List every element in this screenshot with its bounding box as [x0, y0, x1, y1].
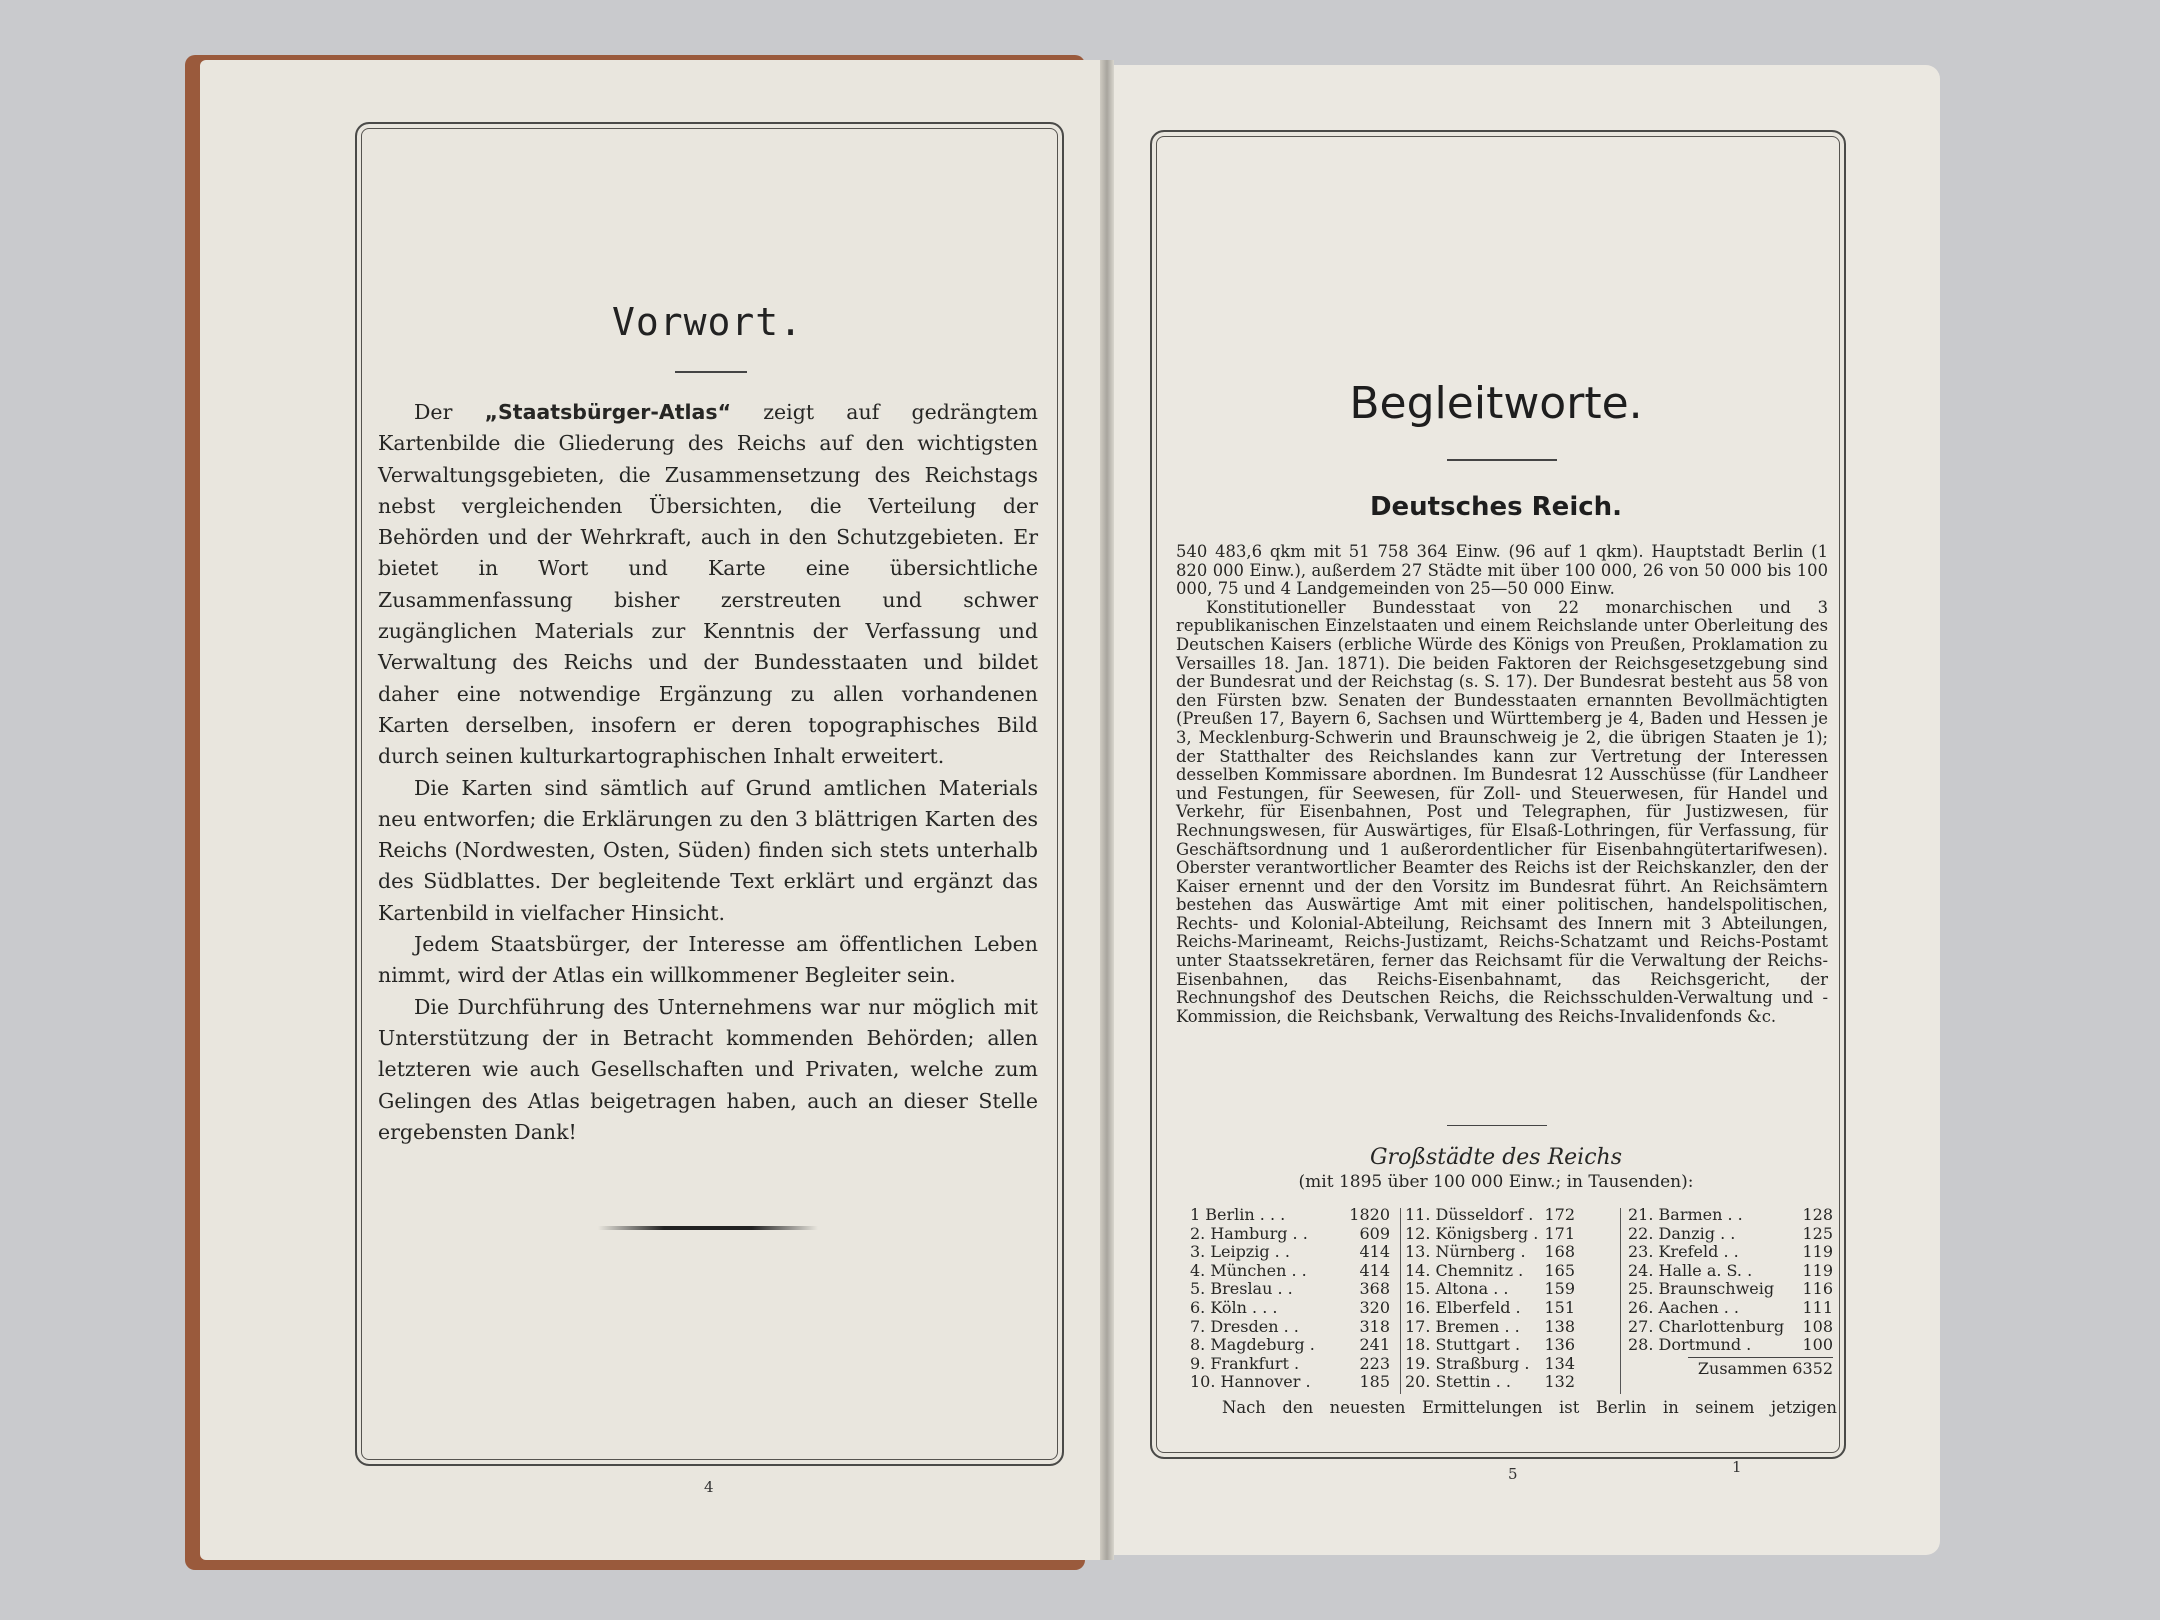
city-row — [1628, 1225, 1833, 1244]
cities-total: Zusammen 6352 — [1688, 1357, 1833, 1378]
cities-title: Großstädte des Reichs — [1369, 1145, 1622, 1170]
city-row — [1628, 1262, 1833, 1281]
city-row — [1190, 1373, 1390, 1392]
city-name: 15. Altona . . — [1405, 1279, 1509, 1299]
city-name: 9. Frankfurt . — [1190, 1353, 1300, 1373]
city-name: 1 Berlin . . . — [1190, 1205, 1286, 1224]
city-row — [1405, 1262, 1575, 1281]
city-name: 2. Hamburg . . — [1190, 1223, 1308, 1243]
city-name: 10. Hannover . — [1190, 1372, 1311, 1392]
city-population: 116 — [1802, 1279, 1833, 1299]
vorwort-title: Vorwort. — [611, 300, 804, 344]
cities-column-3 — [1628, 1206, 1833, 1355]
city-row — [1190, 1355, 1390, 1374]
book-spine — [1100, 60, 1114, 1560]
city-row — [1628, 1336, 1833, 1355]
title-divider — [675, 371, 747, 373]
end-ornament-rule — [598, 1226, 818, 1230]
city-population: 1820 — [1349, 1205, 1390, 1224]
city-name: 22. Danzig . . — [1628, 1223, 1736, 1243]
cities-column-2 — [1405, 1206, 1575, 1392]
paragraph-text: zeigt auf gedrängtem Kartenbilde die Gliederung des Reichs auf den wichtigsten Verwaltungsgebieten, die Zusammensetzung des Reichstags nebst vergleichenden Übersichten, die Verteilung der Behörden und der Wehrkraft, auch in den Schutzgebieten. Er bietet in Wort und Karte eine übersichtliche Zusammenfassung bisher zerstreuten und schwer zugänglichen Materials zur Kenntnis der Verfassung und Verwaltung des Reichs und der Bundesstaaten und bildet daher eine notwendige Ergänzung zu allen vorhandenen Karten derselben, insofern er deren topographisches Bild durch seinen kulturkartographischen Inhalt erweitert. — [378, 400, 1038, 769]
city-population: 132 — [1544, 1372, 1575, 1392]
title-divider-right — [1447, 459, 1557, 461]
city-row — [1628, 1299, 1833, 1318]
city-population: 185 — [1359, 1372, 1390, 1392]
city-population: 108 — [1802, 1316, 1833, 1336]
city-name: 5. Breslau . . — [1190, 1279, 1293, 1299]
city-population: 320 — [1359, 1297, 1390, 1317]
signature-mark: 1 — [1732, 1458, 1742, 1476]
city-population: 136 — [1544, 1335, 1575, 1355]
page-number-left: 4 — [704, 1478, 714, 1496]
city-row — [1628, 1206, 1833, 1225]
city-population: 318 — [1359, 1316, 1390, 1336]
vorwort-text — [378, 397, 1038, 1148]
city-name: 11. Düsseldorf . — [1405, 1205, 1534, 1224]
city-population: 241 — [1359, 1335, 1390, 1355]
column-separator — [1620, 1208, 1621, 1394]
city-population: 111 — [1802, 1297, 1833, 1317]
city-row — [1405, 1280, 1575, 1299]
city-row — [1190, 1318, 1390, 1337]
intro-paragraph: 540 483,6 qkm mit 51 758 364 Einw. (96 auf 1 qkm). Hauptstadt Berlin (1 820 000 Einw.), außerdem 27 Städte mit über 100 000, 26 von 50 000 bis 100 000, 75 und 4 Landgemeinden von 25—50 000 Einw. — [1176, 542, 1828, 599]
city-row — [1190, 1262, 1390, 1281]
city-row — [1405, 1355, 1575, 1374]
city-name: 4. München . . — [1190, 1260, 1307, 1280]
city-population: 119 — [1802, 1242, 1833, 1262]
city-population: 100 — [1802, 1335, 1833, 1355]
city-name: 13. Nürnberg . — [1405, 1242, 1526, 1262]
begleitworte-text — [1176, 543, 1828, 1026]
city-name: 14. Chemnitz . — [1405, 1260, 1524, 1280]
city-row — [1405, 1299, 1575, 1318]
city-population: 414 — [1359, 1242, 1390, 1262]
city-population: 151 — [1544, 1297, 1575, 1317]
city-population: 368 — [1359, 1279, 1390, 1299]
city-row — [1190, 1243, 1390, 1262]
city-population: 138 — [1544, 1316, 1575, 1336]
city-row — [1628, 1280, 1833, 1299]
city-population: 414 — [1359, 1260, 1390, 1280]
city-row — [1405, 1225, 1575, 1244]
city-name: 3. Leipzig . . — [1190, 1242, 1290, 1262]
city-population: 168 — [1544, 1242, 1575, 1262]
vorwort-paragraph-3: Jedem Staatsbürger, der Interesse am öffentlichen Leben nimmt, wird der Atlas ein willkommener Begleiter sein. — [378, 932, 1038, 988]
section-heading: Deutsches Reich. — [1369, 492, 1623, 522]
city-population: 165 — [1544, 1260, 1575, 1280]
city-name: 6. Köln . . . — [1190, 1297, 1278, 1317]
cities-column-1 — [1190, 1206, 1390, 1392]
vorwort-paragraph-4: Die Durchführung des Unternehmens war nur möglich mit Unterstützung der in Betracht kommenden Behörden; allen letzteren wie auch Gesellschaften und Privaten, welche zum Gelingen des Atlas beigetragen haben, auch an dieser Stelle ergebensten Dank! — [378, 994, 1038, 1144]
city-name: 19. Straßburg . — [1405, 1353, 1530, 1373]
city-population: 223 — [1359, 1353, 1390, 1373]
cities-divider — [1447, 1125, 1547, 1126]
cities-subtitle: (mit 1895 über 100 000 Einw.; in Tausenden): — [1298, 1172, 1694, 1192]
city-row — [1405, 1318, 1575, 1337]
begleitworte-title: Begleitworte. — [1349, 378, 1643, 429]
paragraph-lead: Der — [414, 400, 485, 424]
city-name: 26. Aachen . . — [1628, 1297, 1740, 1317]
city-name: 20. Stettin . . — [1405, 1372, 1512, 1392]
continuation-line: Nach den neuesten Ermittelungen ist Berlin in seinem jetzigen — [1222, 1398, 1837, 1417]
city-name: 12. Königsberg . — [1405, 1223, 1539, 1243]
page-number-right: 5 — [1508, 1465, 1518, 1483]
city-population: 125 — [1802, 1223, 1833, 1243]
city-row — [1190, 1225, 1390, 1244]
city-population: 128 — [1802, 1205, 1833, 1224]
city-name: 25. Braunschweig — [1628, 1279, 1775, 1299]
city-row — [1190, 1299, 1390, 1318]
city-row — [1628, 1318, 1833, 1337]
vorwort-paragraph-2: Die Karten sind sämtlich auf Grund amtlichen Materials neu entworfen; die Erklärungen zu den 3 blättrigen Karten des Reichs (Nordwesten, Osten, Süden) finden sich stets unterhalb des Südblattes. Der begleitende Text erklärt und ergänzt das Kartenbild in vielfacher Hinsicht. — [378, 775, 1038, 925]
city-row — [1190, 1280, 1390, 1299]
city-name: 24. Halle a. S. . — [1628, 1260, 1753, 1280]
city-row — [1628, 1243, 1833, 1262]
city-name: 18. Stuttgart . — [1405, 1335, 1521, 1355]
city-name: 8. Magdeburg . — [1190, 1335, 1315, 1355]
city-population: 159 — [1544, 1279, 1575, 1299]
city-row — [1190, 1206, 1390, 1225]
city-name: 17. Bremen . . — [1405, 1316, 1520, 1336]
atlas-name: „Staatsbürger-Atlas“ — [484, 400, 732, 424]
city-population: 171 — [1544, 1223, 1575, 1243]
city-population: 134 — [1544, 1353, 1575, 1373]
vorwort-paragraph-1 — [378, 397, 1038, 773]
city-name: 16. Elberfeld . — [1405, 1297, 1521, 1317]
city-row — [1405, 1373, 1575, 1392]
city-row — [1190, 1336, 1390, 1355]
city-population: 119 — [1802, 1260, 1833, 1280]
city-name: 23. Krefeld . . — [1628, 1242, 1739, 1262]
city-row — [1405, 1243, 1575, 1262]
body-paragraph: Konstitutioneller Bundesstaat von 22 monarchischen und 3 republikanischen Einzelstaaten und einem Reichslande unter Oberleitung des Deutschen Kaisers (erbliche Würde des Königs von Preußen, Proklamation zu Versailles 18. Jan. 1871). Die beiden Faktoren der Reichsgesetzgebung sind der Bundesrat und der Reichstag (s. S. 17). Der Bundesrat besteht aus 58 von den Fürsten bzw. Senaten der Bundesstaaten ernannten Bevollmächtigten (Preußen 17, Bayern 6, Sachsen und Württemberg je 4, Baden und Hessen je 3, Mecklenburg-Schwerin und Braunschweig je 2, die übrigen Staaten je 1); der Statthalter des Reichslandes kann zur Vertretung der Interessen desselben Kommissare abordnen. Im Bundesrat 12 Ausschüsse (für Landheer und Festungen, für Seewesen, für Zoll- und Steuerwesen, für Handel und Verkehr, für Eisenbahnen, Post und Telegraphen, für Justizwesen, für Rechnungswesen, für Auswärtiges, für Elsaß-Lothringen, für Verfassung, für Geschäftsordnung und 1 außerordentlicher für Eisenbahngütertarifwesen). Oberster verantwortlicher Beamter des Reichs ist der Reichskanzler, den der Kaiser ernennt und der den Vorsitz im Bundesrat führt. An Reichsämtern bestehen das Auswärtige Amt mit einer politischen, handelspolitischen, Rechts- und Kolonial-Abteilung, Reichsamt des Innern mit 3 Abteilungen, Reichs-Marineamt, Reichs-Justizamt, Reichs-Schatzamt und Reichs-Postamt unter Staatssekretären, ferner das Reichsamt für die Verwaltung der Reichs-Eisenbahnen, das Reichs-Eisenbahnamt, das Reichsgericht, der Rechnungshof des Deutschen Reichs, die Reichsschulden-Verwaltung und -Kommission, die Reichsbank, Verwaltung des Reichs-Invalidenfonds &c. — [1176, 597, 1828, 1026]
city-name: 21. Barmen . . — [1628, 1205, 1743, 1224]
city-name: 7. Dresden . . — [1190, 1316, 1299, 1336]
city-row — [1405, 1336, 1575, 1355]
city-name: 27. Charlottenburg — [1628, 1316, 1785, 1336]
column-separator — [1400, 1208, 1401, 1394]
city-population: 609 — [1359, 1223, 1390, 1243]
city-name: 28. Dortmund . — [1628, 1335, 1752, 1355]
city-row — [1405, 1206, 1575, 1225]
city-population: 172 — [1544, 1205, 1575, 1224]
